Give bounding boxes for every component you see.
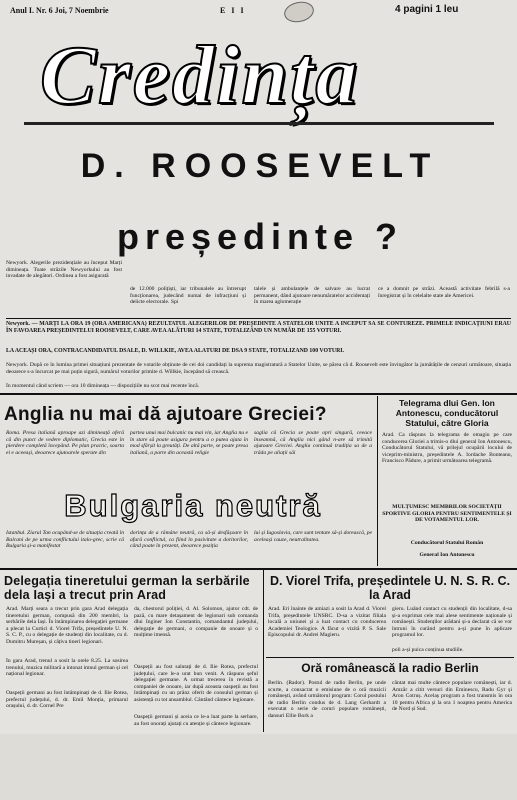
trifa-column-2: gieru. Luând contact cu studenții din localitate, d-sa și-a exprimat cele mai alese sentimente naționale și românești. Studenților arădani și-a declarat că se vor întruni în curând pentru a-și pune în aplicare programul lor. [392,606,512,639]
telegram-body: Arad. Ca răspuns la telegrama de omagiu pe care conducerea Gloriei a trimis-o dlui general Ion Antonescu, Conducătorul Statului, vă prilejul ocupării locului de viceprim-ministru, președintele A. Iordache Bonteanu, Francisco Pădure, a primit următoarea telegramă. [382,432,512,465]
rule [0,568,517,570]
masthead-underline [24,122,494,125]
greece-headline: Anglia nu mai dă ajutoare Greciei? [4,404,327,425]
postage-stamp [282,0,316,25]
issue-line: Anul I. Nr. 6 Joi, 7 Noembrie [10,6,109,15]
rule [266,657,514,658]
trifa-headline: D. Viorel Trifa, președintele U. N. S. R. C. la Arad [269,574,511,602]
telegram-signature-title: Conducătorul Statului Român [410,540,484,546]
bulletin-p4: În momentul când scriem — ora 10 dimineața — dispozițiile nu scot mai recente încă. [6,383,200,389]
bulletin-p2: LA ACEAȘI ORĂ, CONTRACANDIDATUL DSALE, D. WILLKIE, AVEA ALĂTURI DE DSA 9 STATE, TOTALIZÂND 100 VOTURI. [6,348,344,354]
delegatia-column-1c: Oaspeții germani au fost întâmpinați de d. Ilie Rotea, prefectul județului, d. dr. Emil Monția, primarul orașului, d. dr. Cornel Pre [6,690,128,710]
rule [0,393,517,395]
radio-column-2: cântat mai multe cântece populare românești, iar d. Amzăr a citit versuri din Eminescu, Radu Gyr și Aron Cotruș. Acelaș program a fost transmis în ora 10 pentru Africa și la ora 1 noaptea pentru America de Nord și Sud. [392,680,512,713]
lead-column-1: Newyork. Alegerile prezidențiale au început Marți dimineața. Toate străzile Newyorkului au fost invadate de alegători. Ordinea a fost asigurată [6,260,122,280]
masthead-title: Credința [40,29,360,122]
delegatia-column-2: da, chestorul poliției, d. Al. Solomon, ajutor cdt. de pază, cu mare detașament de legionari sub comanda dlui Inginer Ion Constantin, comandantul județului, delegație de germani, o companie de onoare și o mulțime imensă. [134,606,258,639]
lead-column-4: ce a domnit pe străzi. Această activitate febrilă s-a înregistrat și în celelalte state ale Americei. [378,286,510,299]
bulletin-p3: Newyork. După ce în lumina primei situațiuni prezentate de votarile obținute de cei doi candidați la suprema magistratură a Statelor Unite, se părea că d. Roosevelt este învingător la jumătățile de cenzuri următoare, situația deoarece s-a încurcat pe mai puțin sigură, numărul voturilor primite d. Willkie, începând să crească. [6,362,511,375]
greece-column-3: saglia că Grecia se poate opri singură, ceeace înseamnă, că Anglia nici gând n-are să trimită ajutoare Greciei. Anglia continuă tradiția sa de a trăda pe aliații săi [254,430,372,456]
delegatia-column-1b: În gara Arad, trenul a sosit la orele 8.25. La sosirea trenului, muzica militară a intonat imnul german și cel național legionar. [6,658,128,678]
delegatia-column-2b: Oaspeții au fost salutați de d. Ilie Rotea, prefectul județului, care le-a urat bun venit. A răspuns șeful delegației germane. A urmat trecerea în revistă a companiei de onoare, iar după aceasta oaspeții au fost întâmpinați cu un prânz oferit de consulul german și asistență cu tot ansamblul. Cântând cântece legionare. [134,664,258,703]
rule [377,396,378,566]
trifa-column-1: Arad. Eri înainte de amiazi a sosit la Arad d. Viorel Trifa, președintele UNSRC. D-sa a vizitat filiala locală a uniunei și a luat contact cu conducerea Academiei Teologice. A făcut o vizită P. S. Sale Episcopului dr. Andrei Magieru. [268,606,386,639]
bulletin-p1: Newyork. — MARȚI LA ORA 19 (ORA AMERICANĂ) REZULTATUL ALEGERILOR DE PREȘEDINTE A STATELOR UNITE A ÎNCEPUT SĂ SE CONTUREZE. PRIMELE INDICAȚIUNI ERAU ÎN FAVOAREA PREȘEDINTELUI ROOSEVELT, CARE AVEA ALĂTURI 14 STATE, TOTALIZÂND UN NUMĂR DE 155 VOTURI. [6,321,511,334]
rule [263,570,264,732]
delegatia-column-2c: Oaspeții germani și aceia ce le-a luat parte la serbare, au fost onorați ajutați cu atenție și cântece legionare. [134,714,258,727]
bulgaria-column-2: dorința de a rămâne neutră, ca să-și desfășoare în afară conflictul, ca fiind în pasivitate a doritorilor, când poate în prezent, deoarece poziția [130,530,248,550]
telegram-heading: Telegrama dlui Gen. Ion Antonescu, conducătorul Statului, către Gloria [395,398,499,428]
telegram-signature-name: General Ion Antonescu [419,552,475,558]
bulgaria-column-3: lui și Iugoslavia, care sunt tentate să-și dorească, pe aceleași cauze, neutralitatea. [254,530,372,543]
trifa-column-2b: poli a-și puica conținua studiile. [392,647,464,653]
telegram-closing: MULȚUMESC MEMBRILOR SOCIETĂȚII SPORTIVE GLORIA PENTRU SENTIMENTELE ȘI DE VOTAMENTUL LOR. [382,504,512,524]
radio-headline: Oră românească la radio Berlin [301,661,479,675]
greece-column-1: Roma. Presa italiană aproape azi dimineață oferă că din punct de vedere diplomatic, Grecia este în pierdere completă începând. Pe plan practic, soarta ei e aceeași, deoarece ajutoarele sperate din [6,430,124,456]
lead-column-2: de 12.000 polițiști, iar tribunalele au întrerupt funcționarea, judecând numai de infracțiuni și delicte electorale. Spi [130,286,246,306]
headline-line1: D. ROOSEVELT [80,147,440,185]
delegatia-column-1: Arad. Marți seara a trecut prin gara Arad delegația tineretului german, compusă din 200 membri, la serbările dela Iași. În întâmpinarea delegației germane a plecat la Curtici d. Viorel Trifa, președintele U. N. S. C. P., cu o delegație de studenți din localitate, cu d. Dumitru Mureșan, și câțiva tineri legionari. [6,606,128,645]
pages-price: 4 pagini 1 leu [395,4,459,15]
bulgaria-headline: Bulgaria neutră [64,488,322,523]
bulgaria-column-1: Istanbul. Ziarul Tan ocupând-se de situația creată în Balcani de pe urma conflictului italo-grec, scrie că Bulgaria și-a manifestat [6,530,124,550]
price-code: E I I [220,6,246,15]
page-bottom-margin [0,734,517,800]
rule [6,318,511,319]
headline-line2: președinte ? [116,216,404,257]
greece-column-2: partea unui mai bulcanic nu mai vin, iar Anglia nu e în stare să poate asigura pentru a o putea ajuta în mod sfârșit la greutăți. De altă parte, se poate presa italiană, a parte din această religie [130,430,248,456]
radio-column-1: Berlin. (Rador). Postul de radio Berlin, pe unde scurte, a consacrat o emisiune de o oră muzicii românești, având următorul program: Corul postului de radio Berlin condus de d. Lang Gerhardt a executat o serie de coruri populare românești, dansuri Ellie Bork a [268,680,386,719]
lead-column-3: talele și ambulanțele de salvare au lucrat permanent, dând ajutoare nenumăratelor accidentați în marea aglomerație [254,286,370,306]
delegatia-headline: Delegația tineretului german la serbările dela Iași a trecut prin Arad [4,574,250,602]
